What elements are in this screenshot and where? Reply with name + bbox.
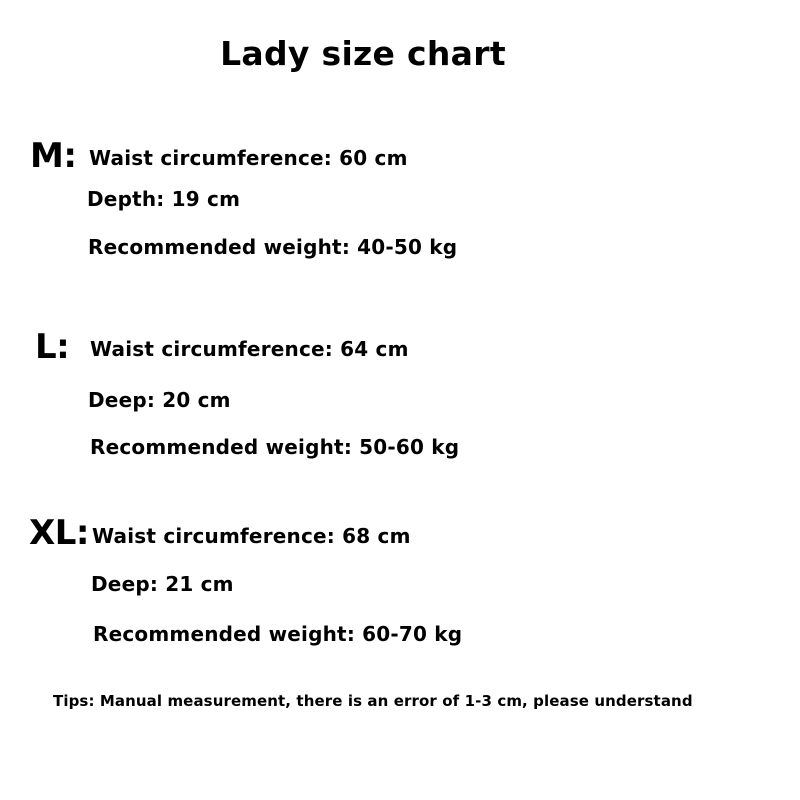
waist-xl: Waist circumference: 68 cm [92, 524, 411, 548]
size-label-l: L: [35, 327, 70, 367]
depth-l: Deep: 20 cm [88, 388, 231, 412]
waist-l: Waist circumference: 64 cm [90, 337, 409, 361]
page-title: Lady size chart [220, 34, 506, 73]
weight-m: Recommended weight: 40-50 kg [88, 235, 458, 259]
size-label-m: M: [30, 136, 77, 176]
waist-m: Waist circumference: 60 cm [89, 146, 408, 170]
depth-m: Depth: 19 cm [87, 187, 241, 211]
tips-note: Tips: Manual measurement, there is an error of 1-3 cm, please understand [53, 692, 693, 710]
size-label-xl: XL: [29, 513, 89, 553]
depth-xl: Deep: 21 cm [91, 572, 234, 596]
weight-xl: Recommended weight: 60-70 kg [93, 622, 463, 646]
weight-l: Recommended weight: 50-60 kg [90, 435, 460, 459]
